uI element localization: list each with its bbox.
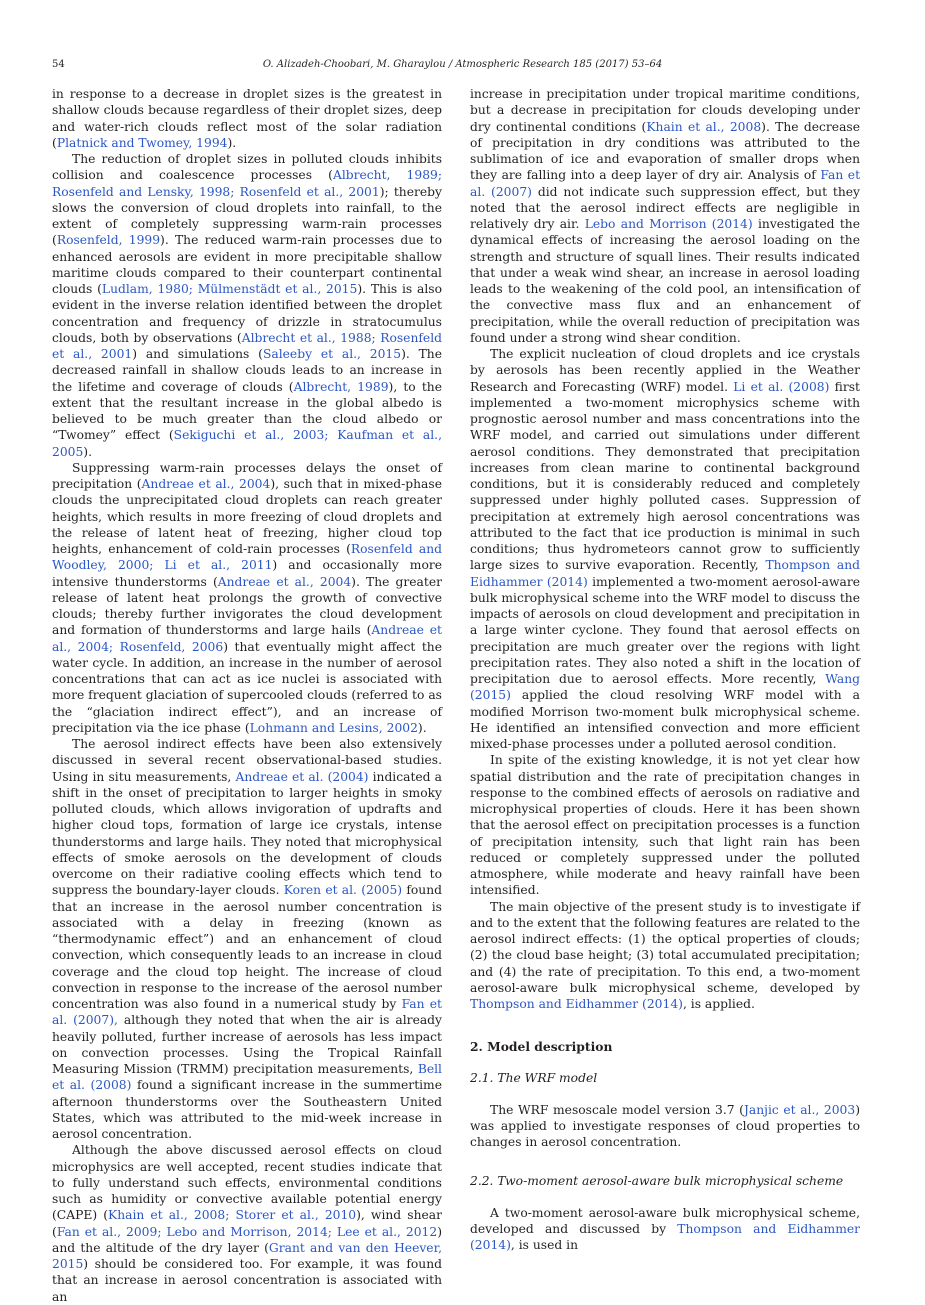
citation-link[interactable]: Grant and van den Heever, 2015 [52,1240,443,1271]
citation-link[interactable]: Albrecht, 1989; Rosenfeld and Lensky, 1998; Rosenfeld et al., 2001 [52,168,442,199]
paragraph: Although the above discussed aerosol effects on cloud microphysics are well accepted, recent studies indicate that to fully understand such effects, environmental conditions such as humidity or convective available potential energy (CAPE) (Khain et al., 2008; Storer et al., 2010), wind shear (Fan et al., 2009; Lebo and Morrison, 2014; Lee et al., 2012) and the altitude of the dry layer (Grant and van den Heever, 2015) should be considered too. For example, it was found that an increase in aerosol concentration is associated with an [52,1143,443,1304]
citation-link[interactable]: Andreae et al., 2004 [141,477,271,491]
citation-link[interactable]: Wang (2015) [470,672,860,703]
citation-link[interactable]: Khain et al., 2008; Storer et al., 2010 [108,1208,357,1223]
paragraph: The aerosol indirect effects have been also extensively discussed in several recent observational-based studies. Using in situ measurements, Andreae et al. (2004) indicated a shift in the onset of precipitation to larger heights in smoky polluted clouds, which allows invigoration of updrafts and higher cloud tops, formation of large ice crystals, intense thunderstorms and large hails. They noted that microphysical effects of smoke aerosols on the development of clouds overcome on their radiative cooling effects which tend to suppress the boundary-layer clouds. Koren et al. (2005) found that an increase in the aerosol number concentration is associated with a delay in freezing (known as “thermodynamic effect”) and an enhancement of cloud convection, which consequently leads to an increase in cloud coverage and the cloud top height. The increase of cloud convection in response to the increase of the aerosol number concentration was also found in a numerical study by Fan et al. (2007), although they noted that when the air is already heavily polluted, further increase of aerosols has less impact on convection processes. Using the Tropical Rainfall Measuring Mission (TRMM) precipitation measurements, Bell et al. (2008) found a significant increase in the summertime afternoon thunderstorms over the Southeastern United States, which was attributed to the mid-week increase in aerosol concentration. [52,737,442,1141]
citation-link[interactable]: Fan et al. (2007), [52,997,442,1028]
subsection-title: 2.1. The WRF model [470,1070,598,1085]
citation-link[interactable]: Thompson and Eidhammer (2014) [470,558,860,589]
citation-link[interactable]: Albrecht, 1989 [293,379,389,394]
section-title: 2. Model description [470,1039,613,1055]
citation-link[interactable]: Rosenfeld, 1999 [56,233,161,248]
paragraph: A two-moment aerosol-aware bulk microphysical scheme, developed and discussed by Thompson and Eidhammer (2014), is used in [470,1205,861,1253]
right-column [470,86,860,1254]
citation-link[interactable]: Fan et al., 2009; Lebo and Morrison, 2014; Lee et al., 2012 [56,1224,438,1239]
paragraph: The WRF mesoscale model version 3.7 (Janjic et al., 2003) was applied to investigate responses of cloud properties to changes in aerosol concentration. [470,1102,860,1150]
subsection-title: 2.2. Two-moment aerosol-aware bulk microphysical scheme [470,1173,844,1188]
citation-link[interactable]: Lebo and Morrison (2014) [584,217,753,231]
citation-link[interactable]: Thompson and Eidhammer (2014) [470,1222,861,1253]
paragraph: in response to a decrease in droplet sizes is the greatest in shallow clouds because regardless of their droplet sizes, deep and water-rich clouds reflect most of the solar radiation (Platnick and Twomey, 1994). [52,87,442,150]
running-header: O. Alizadeh-Choobari, M. Gharaylou / Atmospheric Research 185 (2017) 53–64 [262,59,663,70]
citation-link[interactable]: Ludlam, 1980; Mülmenstädt et al., 2015 [101,282,358,296]
citation-link[interactable]: Andreae et al., 2004; Rosenfeld, 2006 [52,623,442,654]
paragraph: The explicit nucleation of cloud droplets and ice crystals by aerosols has been recently applied in the Weather Research and Forecasting (WRF) model. Li et al. (2008) first implemented a two-moment microphysics scheme with prognostic aerosol number and mass concentrations into the WRF model, and carried out simulations under different aerosol conditions. They demonstrated that precipitation increases from clean marine to continental background conditions, but it is considerably reduced and completely suppressed under highly polluted cases. Suppression of precipitation at extremely high aerosol concentrations was attributed to the fact that ice production is minimal in such conditions; thus hydrometeors cannot grow to sufficiently large sizes to survive evaporation. Recently, Thompson and Eidhammer (2014) implemented a two-moment aerosol-aware bulk microphysical scheme into the WRF model to discuss the impacts of aerosols on cloud development and precipitation in a large winter cyclone. They found that aerosol effects on precipitation are much greater over the regions with light precipitation rates. They also noted a shift in the location of precipitation due to aerosol effects. More recently, Wang (2015) applied the cloud resolving WRF model with a modified Morrison two-moment bulk microphysical scheme. He identified an intensified convection and more efficient mixed-phase processes under a polluted aerosol condition. [470,347,861,751]
citation-link[interactable]: Thompson and Eidhammer (2014) [470,997,683,1011]
paragraph: Suppressing warm-rain processes delays the onset of precipitation (Andreae et al., 2004), such that in mixed-phase clouds the unprecipitated cloud droplets can reach greater heights, which results in more freezing of cloud droplets and the release of latent heat of freezing, higher cloud top heights, enhancement of cold-rain processes (Rosenfeld and Woodley, 2000; Li et al., 2011) and occasionally more intensive thunderstorms (Andreae et al., 2004). The greater release of latent heat prolongs the growth of convective clouds; thereby further invigorates the cloud development and formation of thunderstorms and large hails (Andreae et al., 2004; Rosenfeld, 2006) that eventually might affect the water cycle. In addition, an increase in the number of aerosol concentrations that can act as ice nuclei is associated with more frequent glaciation of supercooled clouds (referred to as the “glaciation indirect effect”), and an increase of precipitation via the ice phase (Lohmann and Lesins, 2002). [52,460,442,735]
citation-link[interactable]: Fan et al. (2007) [470,168,861,199]
citation-link[interactable]: Andreae et al. (2004) [235,769,369,784]
paragraph: increase in precipitation under tropical maritime conditions, but a decrease in precipitation for clouds developing under dry continental conditions (Khain et al., 2008). The decrease of precipitation in dry conditions was attributed to the sublimation of ice and evaporation of smaller drops when they are falling into a deep layer of dry air. Analysis of Fan et al. (2007) did not indicate such suppression effect, but they noted that the aerosol indirect effects are negligible in relatively dry air. Lebo and Morrison (2014) investigated the dynamical effects of increasing the aerosol loading on the strength and structure of squall lines. Their results indicated that under a weak wind shear, an increase in aerosol loading leads to the weakening of the cold pool, an intensification of the convective mass flux and an enhancement of precipitation, while the overall reduction of precipitation was found under a strong wind shear condition. [470,87,861,345]
citation-link[interactable]: Rosenfeld and Woodley, 2000; Li et al., 2011 [52,542,442,573]
paragraph: The reduction of droplet sizes in polluted clouds inhibits collision and coalescence processes (Albrecht, 1989; Rosenfeld and Lensky, 1998; Rosenfeld et al., 2001); thereby slows the conversion of cloud droplets into rainfall, to the extent of completely suppressing warm-rain processes (Rosenfeld, 1999). The reduced warm-rain processes due to enhanced aerosols are evident in more precipitable shallow maritime clouds compared to their counterpart continental clouds (Ludlam, 1980; Mülmenstädt et al., 2015). This is also evident in the inverse relation identified between the droplet concentration and frequency of drizzle in stratocumulus clouds, both by observations (Albrecht et al., 1988; Rosenfeld et al., 2001) and simulations (Saleeby et al., 2015). The decreased rainfall in shallow clouds leads to an increase in the lifetime and coverage of clouds (Albrecht, 1989), to the extent that the resultant increase in the global albedo is believed to be much greater than the cloud albedo or “Twomey” effect (Sekiguchi et al., 2003; Kaufman et al., 2005). [52,152,443,459]
paragraph: The main objective of the present study is to investigate if and to the extent that the following features are related to the aerosol indirect effects: (1) the optical properties of clouds; (2) the cloud base height; (3) total accumulated precipitation; and (4) the rate of precipitation. To this end, a two-moment aerosol-aware bulk microphysical scheme, developed by Thompson and Eidhammer (2014), is applied. [470,899,860,1011]
citation-link[interactable]: Bell et al. (2008) [52,1062,442,1093]
citation-link[interactable]: Albrecht et al., 1988; Rosenfeld et al., 2001 [52,330,443,361]
citation-link[interactable]: Lohmann and Lesins, 2002 [249,720,418,735]
citation-link[interactable]: Li et al. (2008) [733,379,830,394]
citation-link[interactable]: Sekiguchi et al., 2003; Kaufman et al., 2005 [52,428,443,459]
citation-link[interactable]: Andreae et al., 2004 [217,574,352,589]
citation-link[interactable]: Koren et al. (2005) [283,883,403,898]
left-column [52,86,442,1305]
citation-link[interactable]: Khain et al., 2008 [646,119,762,134]
citation-link[interactable]: Saleeby et al., 2015 [262,347,402,361]
citation-link[interactable]: Platnick and Twomey, 1994 [56,135,228,150]
citation-link[interactable]: Janjic et al., 2003 [743,1102,856,1117]
paragraph: In spite of the existing knowledge, it is not yet clear how spatial distribution and the rate of precipitation changes in response to the combined effects of aerosols on radiative and microphysical properties of clouds. Here it has been shown that the aerosol effect on precipitation processes is a function of precipitation intensity, such that light rain has been reduced or completely suppressed under the polluted atmosphere, while moderate and heavy rainfall have been intensified. [470,753,860,898]
page-number: 54 [52,59,65,70]
